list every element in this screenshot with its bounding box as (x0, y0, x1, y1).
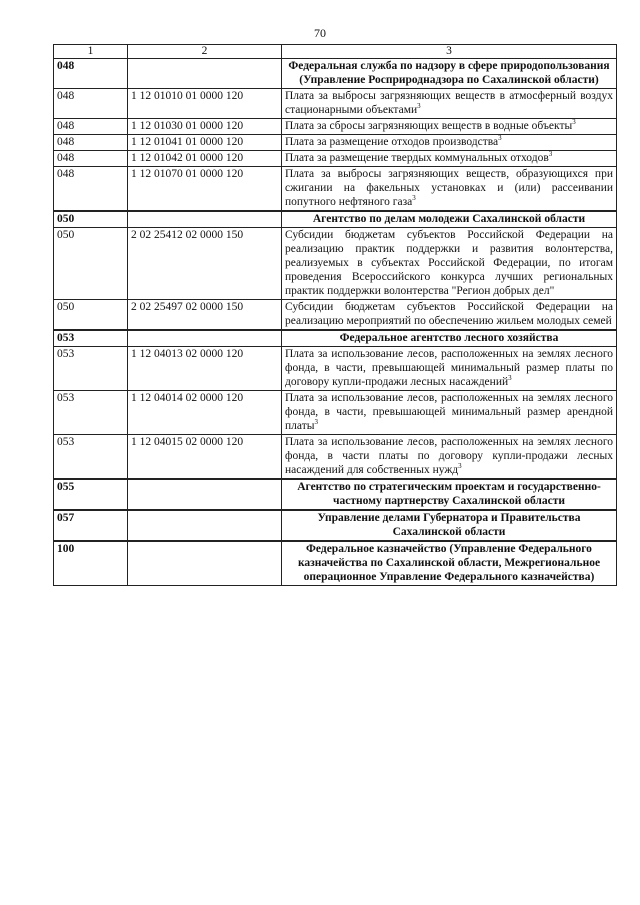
footnote-marker: 3 (548, 150, 553, 159)
revenue-code-cell: 1 12 01010 01 0000 120 (128, 89, 282, 119)
footnote-marker: 3 (498, 134, 502, 143)
revenue-code-cell (128, 541, 282, 586)
description-text: Плата за использование лесов, расположенных на землях лесного фонда, в части, превышающей минимальный размер арендной платы (285, 392, 613, 432)
revenue-code-cell (128, 59, 282, 89)
description-text: Субсидии бюджетам субъектов Российской Федерации на реализацию практик поддержки и развития волонтерства, реализуемых в субъектах Российской Федерации, по итогам проведения Всероссийского конкурса лучших региональных практик поддержки волонтерства "Регион добрых дел" (285, 229, 613, 297)
admin-code-cell: 053 (54, 435, 128, 480)
footnote-marker: 3 (458, 462, 462, 471)
section-header-row (54, 59, 617, 89)
revenue-code-cell: 1 12 01030 01 0000 120 (128, 119, 282, 135)
description-text: Федеральное казначейство (Управление Федерального казначейства по Сахалинской области, Межрегиональное операционное Управление Федерального казначейства) (297, 543, 601, 583)
revenue-code-cell: 1 12 01070 01 0000 120 (128, 167, 282, 212)
description-text: Плата за выбросы загрязняющих веществ в атмосферный воздух стационарными объектами (285, 90, 613, 116)
footnote-marker: 3 (417, 102, 421, 111)
admin-code-cell: 048 (54, 167, 128, 212)
admin-code-cell: 050 (54, 300, 128, 331)
table-row (54, 151, 617, 167)
table-row (54, 347, 617, 391)
description-text: Плата за выбросы загрязняющих веществ, образующихся при сжигании на факельных установках и (или) рассеивании попутного нефтяного газа (285, 168, 613, 208)
admin-code-cell: 050 (54, 228, 128, 300)
description-cell (282, 300, 617, 331)
description-text: Субсидии бюджетам субъектов Российской Федерации на реализацию мероприятий по обеспечению жильем молодых семей (285, 301, 613, 327)
admin-code-cell: 048 (54, 119, 128, 135)
revenue-code-cell: 1 12 01042 01 0000 120 (128, 151, 282, 167)
revenue-code-cell: 1 12 01041 01 0000 120 (128, 135, 282, 151)
section-header-row (54, 479, 617, 510)
description-text: Федеральная служба по надзору в сфере природопользования (Управление Росприроднадзора по Сахалинской области) (288, 60, 610, 86)
section-header-row (54, 211, 617, 228)
admin-code-cell: 053 (54, 391, 128, 435)
footnote-marker: 3 (412, 194, 416, 203)
admin-code-cell: 048 (54, 59, 128, 89)
page-number: 70 (314, 26, 326, 40)
section-header-row (54, 330, 617, 347)
admin-code-cell: 053 (54, 330, 128, 347)
table-row (54, 228, 617, 300)
admin-code-cell: 057 (54, 510, 128, 541)
column-header-2: 2 (128, 45, 282, 59)
description-cell (282, 151, 617, 167)
revenue-code-cell: 1 12 04014 02 0000 120 (128, 391, 282, 435)
description-text: Федеральное агентство лесного хозяйства (339, 332, 559, 344)
description-cell (282, 510, 617, 541)
revenue-codes-table (53, 44, 617, 586)
table-row (54, 391, 617, 435)
revenue-code-cell: 2 02 25497 02 0000 150 (128, 300, 282, 331)
description-text: Агентство по стратегическим проектам и государственно-частному партнерству Сахалинской области (297, 481, 601, 507)
description-cell (282, 135, 617, 151)
description-cell (282, 59, 617, 89)
column-header-1: 1 (54, 45, 128, 59)
admin-code-cell: 048 (54, 151, 128, 167)
column-header-row (54, 45, 617, 59)
description-cell (282, 479, 617, 510)
table-row (54, 135, 617, 151)
description-cell (282, 330, 617, 347)
table-row (54, 119, 617, 135)
description-text: Управление делами Губернатора и Правительства Сахалинской области (317, 512, 581, 538)
description-cell (282, 119, 617, 135)
revenue-code-cell (128, 479, 282, 510)
table-row (54, 89, 617, 119)
description-cell (282, 435, 617, 480)
section-header-row (54, 510, 617, 541)
table-row (54, 167, 617, 212)
revenue-code-cell: 1 12 04013 02 0000 120 (128, 347, 282, 391)
description-cell (282, 167, 617, 212)
table-row (54, 435, 617, 480)
description-cell (282, 228, 617, 300)
revenue-code-cell: 1 12 04015 02 0000 120 (128, 435, 282, 480)
footnote-marker: 3 (508, 374, 512, 383)
footnote-marker: 3 (572, 118, 576, 127)
admin-code-cell: 048 (54, 89, 128, 119)
admin-code-cell: 053 (54, 347, 128, 391)
description-text: Плата за размещение отходов производства (285, 136, 499, 148)
description-text: Плата за размещение твердых коммунальных отходов (285, 152, 549, 164)
revenue-code-cell: 2 02 25412 02 0000 150 (128, 228, 282, 300)
revenue-code-cell (128, 330, 282, 347)
description-text: Агентство по делам молодежи Сахалинской области (312, 213, 586, 225)
admin-code-cell: 050 (54, 211, 128, 228)
footnote-marker: 3 (314, 418, 318, 427)
revenue-code-cell (128, 510, 282, 541)
admin-code-cell: 048 (54, 135, 128, 151)
description-cell (282, 541, 617, 586)
description-text: Плата за использование лесов, расположенных на землях лесного фонда, в части, превышающей минимальный размер платы по договору купли-продажи лесных насаждений (285, 348, 613, 388)
description-cell (282, 89, 617, 119)
column-header-3: 3 (282, 45, 617, 59)
admin-code-cell: 100 (54, 541, 128, 586)
revenue-code-cell (128, 211, 282, 228)
table-row (54, 300, 617, 331)
section-header-row (54, 541, 617, 586)
description-cell (282, 211, 617, 228)
description-cell (282, 391, 617, 435)
description-cell (282, 347, 617, 391)
description-text: Плата за сбросы загрязняющих веществ в водные объекты (285, 120, 573, 132)
admin-code-cell: 055 (54, 479, 128, 510)
description-text: Плата за использование лесов, расположенных на землях лесного фонда, в части платы по договору купли-продажи лесных насаждений для собственных нужд (285, 436, 613, 476)
